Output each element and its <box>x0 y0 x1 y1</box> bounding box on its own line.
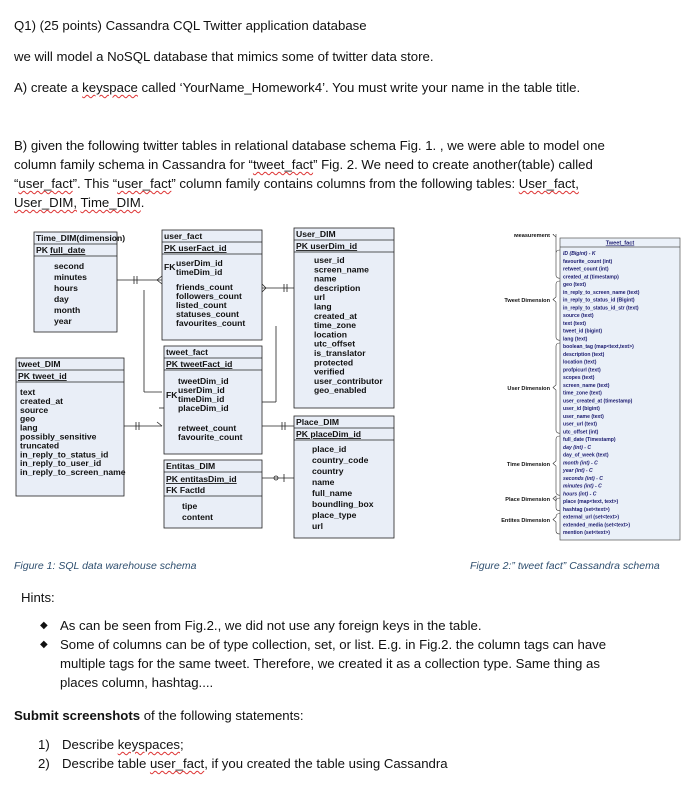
tweet-dim-field: geo <box>20 413 36 424</box>
fig2-column-row: location (text) <box>563 359 597 366</box>
submit-item-1 <box>38 735 448 754</box>
hint-item-1: ◆ As can be seen from Fig.2., we did not use any foreign keys in the table. <box>60 616 660 635</box>
time-dim-field: year <box>54 316 72 326</box>
tweet-dim-field: in_reply_to_status_id <box>20 449 109 460</box>
fig2-column-row: scopes (text) <box>563 375 595 381</box>
part-b-line4 <box>14 193 144 212</box>
fig2-column-row: day_of_week (text) <box>563 452 609 459</box>
fig2-column-row: external_url (set<text>) <box>563 514 620 521</box>
part-b-line2-post: ” Fig. 2. We need to create another(table) called <box>313 157 593 172</box>
hint-item-2-cont: multiple tags for the same tweet. Therefore, we created it as a collection type. Same thing as <box>60 656 600 671</box>
fig2-column-row: in_reply_to_status_id (Bigint) <box>563 297 635 304</box>
time-dim-pk: full_date <box>50 245 86 255</box>
time-dim-field: hours <box>54 283 78 293</box>
entitas-dim-table <box>164 460 262 528</box>
user-dim-word: User_DIM, <box>14 195 78 210</box>
user-fact-fk-tag: FK <box>164 262 176 272</box>
place-dim-field: place_id <box>312 444 347 454</box>
tweet-fact-field: retweet_count <box>178 423 237 433</box>
entitas-dim-pk: PK entitasDim_id <box>166 474 237 484</box>
fig2-dimension-label: User Dimension <box>507 386 550 392</box>
tweet-dim-table <box>16 358 126 496</box>
entitas-dim-title: Entitas_DIM <box>166 461 216 471</box>
tweet-fact-table <box>164 346 262 454</box>
fig2-column-row: retweet_count (int) <box>563 266 609 273</box>
tweet-dim-field: text <box>20 387 36 397</box>
place-dim-field: name <box>312 477 335 487</box>
submit-post-1: ; <box>180 737 184 752</box>
place-dim-pk: PK placeDim_id <box>296 429 361 439</box>
figure1-diagram <box>14 226 454 552</box>
fig2-column-row: geo (text) <box>563 282 586 288</box>
user-fact-fk-field: userDim_id <box>176 258 223 268</box>
hints-heading: Hints: <box>21 590 55 605</box>
user-dim-pk: PK userDim_id <box>296 241 358 251</box>
tweet-fact-fk-field: userDim_id <box>178 385 225 395</box>
tweet-fact-fk-field: timeDim_id <box>178 394 225 404</box>
part-a-text <box>14 78 580 97</box>
fig2-dimension-label: Tweet Dimension <box>504 298 550 304</box>
entitas-dim-field: content <box>182 512 214 522</box>
fig2-dimension-label: Measurement <box>513 234 550 239</box>
fig2-column-row: place (map<text, text>) <box>563 499 619 505</box>
fig2-column-row: mention (set<text>) <box>563 530 610 536</box>
part-b-line3 <box>14 174 579 193</box>
fig2-column-row: boolean_tag (map<text,text>) <box>563 344 634 350</box>
question-title: Q1) (25 points) Cassandra CQL Twitter application database <box>14 18 367 33</box>
submit-list <box>38 735 448 773</box>
user-dim-field: verified <box>314 366 345 377</box>
tweet-dim-field: created_at <box>20 395 63 406</box>
figure2-title: Tweet_fact <box>605 240 635 247</box>
user-dim-field: url <box>314 292 325 303</box>
tweet-dim-field: source <box>20 404 49 415</box>
hints-list <box>60 616 660 692</box>
fig2-column-row: hashtag (set<text>) <box>563 506 610 513</box>
tweet-dim-field: in_reply_to_user_id <box>20 458 102 469</box>
fig2-column-row: screen_name (text) <box>563 382 610 389</box>
time-dim-title: Time_DIM(dimension) <box>36 233 126 243</box>
fig2-column-row: hours (int) - C <box>563 491 597 498</box>
fig2-column-row: source (text) <box>563 313 594 319</box>
tweet-fact-fk-field: tweetDim_id <box>178 376 229 386</box>
time-dim-field: minutes <box>54 272 87 282</box>
part-a-post: called ‘YourName_Homework4’. You must write your name in the table title. <box>137 80 581 95</box>
tweet-dim-field: in_reply_to_screen_name <box>20 467 126 478</box>
time-dim-pk-tag: PK <box>36 245 48 255</box>
part-b-line3-q: “ <box>14 176 19 191</box>
place-dim-field: url <box>312 521 323 531</box>
time-dim-field: month <box>54 305 81 315</box>
user-dim-field: user_contributor <box>314 375 383 386</box>
figure2-diagram <box>472 234 686 546</box>
hint-item-2: ◆ Some of columns can be of type collection, set, or list. E.g. in Fig.2. the column tags can have <box>60 635 660 654</box>
user-dim-field: lang <box>314 301 332 312</box>
user-fact-field: statuses_count <box>176 309 240 319</box>
user-dim-field: user_id <box>314 255 345 265</box>
user-fact-word-3: User_fact, <box>518 176 579 191</box>
intro-text: we will model a NoSQL database that mimics some of twitter data store. <box>14 49 434 64</box>
tweet-dim-field: possibly_sensitive <box>20 431 97 442</box>
part-b-line4-end: . <box>140 195 145 210</box>
fig2-dimension-label: Place Dimension <box>505 497 550 503</box>
user-fact-word-2: user_fact <box>117 176 172 191</box>
tweet-dim-field: truncated <box>20 440 60 451</box>
place-dim-title: Place_DIM <box>296 417 339 427</box>
submit-link-2: user_fact <box>149 756 205 771</box>
user-dim-field: location <box>314 329 347 340</box>
tweet-fact-pk: PK tweetFact_id <box>166 359 233 369</box>
fig2-column-row: time_zone (text) <box>563 390 602 397</box>
part-b-line2 <box>14 155 593 174</box>
user-dim-field: time_zone <box>314 320 357 331</box>
user-dim-field: utc_offset <box>314 338 356 349</box>
figure1-caption: Figure 1: SQL data warehouse schema <box>14 560 197 572</box>
fig2-column-row: utc_offset (int) <box>563 429 599 436</box>
fig2-column-row: ID (Bigint) - K <box>563 251 596 257</box>
submit-link-1: keyspaces <box>117 737 181 752</box>
fig2-column-row: description (text) <box>563 351 605 358</box>
fig2-column-row: favourite_count (int) <box>563 258 613 265</box>
hint-item-2-cont2: places column, hashtag.... <box>60 675 214 690</box>
part-a-pre: A) create a <box>14 80 83 95</box>
fig2-column-row: lang (text) <box>563 336 588 343</box>
tweet-dim-field: lang <box>20 422 38 433</box>
tweet-fact-field: favourite_count <box>178 432 243 442</box>
place-dim-field: country <box>312 466 344 476</box>
part-b-line3-post: ” column family contains columns from the following tables: <box>171 176 519 191</box>
tweet-dim-pk: PK tweet_id <box>18 371 67 381</box>
user-fact-title: user_fact <box>164 231 203 241</box>
tweet-fact-fk-tag: FK <box>166 390 178 400</box>
user-dim-field: description <box>314 282 361 293</box>
user-dim-field: created_at <box>314 310 357 321</box>
user-fact-field: favourites_count <box>176 318 246 328</box>
time-dim-field: day <box>54 294 69 304</box>
fig2-column-row: full_date (Timestamp) <box>563 437 616 443</box>
keyspace-word: keyspace <box>82 80 138 95</box>
place-dim-table <box>294 416 394 538</box>
user-fact-table <box>162 230 262 340</box>
fig2-column-row: year (int) - C <box>563 468 593 474</box>
user-fact-word-1: user_fact <box>18 176 73 191</box>
user-dim-title: User_DIM <box>296 229 336 239</box>
user-dim-field: geo_enabled <box>314 385 367 396</box>
submit-bold: Submit screenshots <box>14 708 141 723</box>
fig2-column-row: user_created_at (timestamp) <box>563 398 633 405</box>
user-fact-field: listed_count <box>176 300 227 310</box>
user-fact-fk-field: timeDim_id <box>176 267 223 277</box>
entitas-dim-field: tipe <box>182 501 198 511</box>
part-b-line2-pre: column family schema in Cassandra for “ <box>14 157 253 172</box>
fig2-column-row: user_name (text) <box>563 413 604 420</box>
figure2-caption: Figure 2:” tweet fact” Cassandra schema <box>470 560 660 572</box>
fig2-column-row: day (int) - C <box>563 444 592 451</box>
user-fact-field: friends_count <box>176 282 233 292</box>
submit-post-2: , if you created the table using Cassandra <box>204 756 448 771</box>
fig2-dimension-label: Time Dimension <box>506 462 550 468</box>
submit-rest: of the following statements: <box>140 708 304 723</box>
fig2-column-row: seconds (int) - C <box>563 475 603 482</box>
tweet-dim-title: tweet_DIM <box>18 359 61 369</box>
submit-num-1: 1) <box>38 737 50 752</box>
submit-pre-1: Describe <box>62 737 118 752</box>
fig2-column-row: month (int) - C <box>563 460 598 467</box>
time-dim-word: Time_DIM <box>80 195 141 210</box>
fig2-dimension-label: Entites Dimension <box>501 518 550 524</box>
user-dim-table <box>294 228 394 408</box>
user-dim-field: is_translator <box>314 348 366 358</box>
part-b-line3-mid: ”. This “ <box>72 176 118 191</box>
part-b-line1: B) given the following twitter tables in relational database schema Fig. 1. , we were able to model one <box>14 138 605 153</box>
fig2-column-row: user_id (bigint) <box>563 406 600 412</box>
user-fact-pk: PK userFact_id <box>164 243 227 253</box>
fig2-column-row: created_at (timestamp) <box>563 274 619 281</box>
fig2-column-row: extended_media (set<text>) <box>563 522 631 529</box>
fig2-column-row: text (text) <box>563 320 586 327</box>
submit-num-2: 2) <box>38 756 50 771</box>
user-dim-field: screen_name <box>314 264 369 275</box>
place-dim-field: place_type <box>312 510 357 520</box>
user-fact-field: followers_count <box>176 291 242 301</box>
submit-pre-2: Describe table <box>62 756 150 771</box>
time-dim-field: second <box>54 261 85 271</box>
fig2-column-row: profpicurl (text) <box>563 367 601 374</box>
user-dim-field: name <box>314 273 337 284</box>
fig2-column-row: in_reply_to_status_id_str (text) <box>563 305 639 312</box>
place-dim-field: country_code <box>312 455 369 465</box>
fig2-column-row: minutes (int) - C <box>563 483 602 490</box>
tweet-fact-title: tweet_fact <box>166 347 209 357</box>
place-dim-field: full_name <box>312 488 353 498</box>
tweet-fact-fk-field: placeDim_id <box>178 403 229 413</box>
user-dim-field: protected <box>314 357 354 368</box>
tweet-fact-word: tweet_fact <box>252 157 314 172</box>
fig2-column-row: user_url (text) <box>563 421 597 428</box>
entitas-dim-fk: FK FactId <box>166 485 206 495</box>
submit-item-2 <box>38 754 448 773</box>
fig2-column-row: in_reply_to_screen_name (text) <box>563 289 640 296</box>
place-dim-field: boundling_box <box>312 499 374 509</box>
fig2-column-row: tweet_id (bigint) <box>563 328 603 335</box>
time-dim-table <box>34 232 125 332</box>
submit-line <box>14 706 304 725</box>
